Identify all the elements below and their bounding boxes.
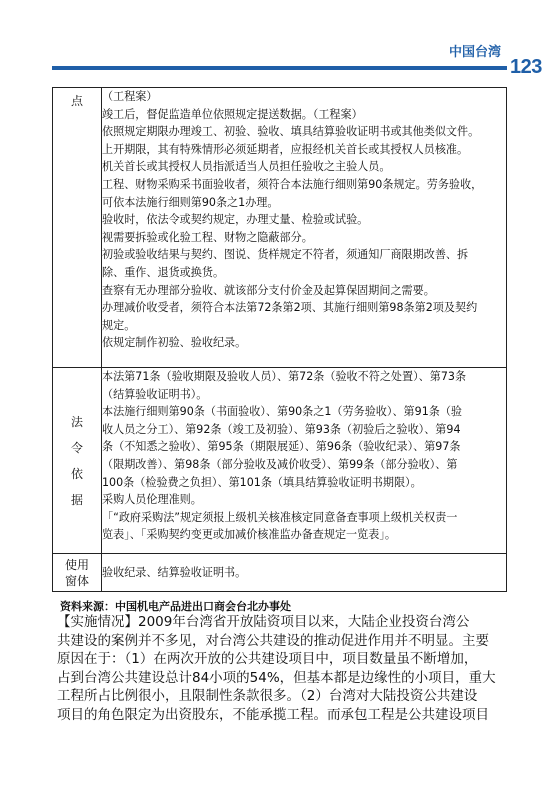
paragraph-line: 工程所占比例很小，且限制性条款很多。（2）台湾对大陆投资公共建设: [57, 688, 478, 705]
text-line: 机关首长或其授权人员指派适当人员担任验收之主验人员。: [102, 160, 391, 174]
text-line: 「“政府采购法”规定须报上级机关核准核定同意备查事项上级机关权责一: [102, 510, 458, 524]
row-label-forms: [53, 554, 102, 592]
source-note: 资料来源：中国机电产品进出口商会台北办事处: [60, 600, 291, 613]
row-label-char: 依: [70, 466, 83, 481]
text-line: 采购人员伦理准则。: [102, 493, 202, 507]
paragraph-line: 项目的角色限定为出资股东，不能承揽工程。而承包工程是公共建设项目: [57, 706, 489, 723]
paragraph-line: 原因在于：（1）在两次开放的公共建设项目中，项目数量虽不断增加，: [57, 651, 478, 668]
text-line: 本法施行细则第90条（书面验收）、第90条之1（劳务验收）、第91条（验: [102, 405, 463, 419]
text-line: 依规定制作初验、验收纪录。: [102, 336, 247, 350]
text-line: 条（不知悉之验收）、第95条（期限展延）、第96条（验收纪录）、第97条: [102, 440, 461, 454]
row-label-text: 点: [70, 94, 83, 108]
text-line: 规定。: [102, 318, 136, 332]
text-line: 100条（检验费之负担）、第101条（填具结算验收证明书期限）。: [102, 475, 422, 489]
text-line: 上开期限，其有特殊情形必须延期者，应报经机关首长或其授权人员核准。: [102, 142, 469, 156]
procedure-table: [52, 87, 507, 592]
row-label-points: [53, 88, 102, 368]
table-row: [53, 88, 507, 368]
row-content: [102, 368, 507, 554]
text-line: 本法第71条（验收期限及验收人员）、第72条（验收不符之处置）、第73条: [102, 370, 467, 383]
row-label-char: 据: [70, 492, 83, 507]
paragraph-line: 共建设的案例并不多见，对台湾公共建设的推动促进作用并不明显。主要: [57, 632, 489, 649]
text-line: （结算验收证明书）。: [102, 387, 208, 401]
text-line: 除、重作、退货或换货。: [102, 265, 225, 279]
text-line: （工程案）: [102, 90, 158, 103]
table-row: [53, 368, 507, 554]
text-line: 办理减价收受者，须符合本法第72条第2项、其施行细则第98条第2项及契约: [102, 301, 478, 315]
text-line: 依照规定期限办理竣工、初验、验收、填具结算验收证明书或其他类似文件。: [102, 125, 480, 139]
text-line: 验收时，依法令或契约规定，办理丈量、检验或试验。: [102, 213, 369, 227]
paragraph-line: 占到台湾公共建设总计84小项的54%，但基本都是边缘性的小项目，重大: [57, 669, 496, 686]
text-line: 竣工后，督促监造单位依照规定提送数据。（工程案）: [102, 107, 363, 121]
text-line: 验收纪录、结算验收证明书。: [102, 565, 247, 579]
text-line: 初验或验收结果与契约、图说、货样规定不符者，须通知厂商限期改善、拆: [102, 248, 469, 262]
text-line: 工程、财物采购采书面验收者，须符合本法施行细则第90条规定。劳务验收，: [102, 177, 483, 191]
body-paragraph: [57, 613, 507, 725]
row-label-char: 法: [70, 414, 83, 429]
table-row: [53, 554, 507, 592]
header-rule: [52, 66, 507, 70]
paragraph-line: 【实施情况】2009年台湾省开放陆资项目以来，大陆企业投资台湾公: [57, 614, 470, 630]
row-label-line: 使用: [64, 557, 89, 572]
row-content: [102, 88, 507, 368]
text-line: 可依本法施行细则第90条之1办理。: [102, 195, 279, 209]
row-label-char: 令: [70, 440, 83, 455]
page-number: 123: [510, 56, 542, 78]
text-line: （限期改善）、第98条（部分验收及减价收受）、第99条（部分验收）、第: [102, 457, 458, 471]
region-label: 中国台湾: [449, 45, 502, 60]
row-label-line: 窗体: [64, 573, 89, 588]
text-line: 查察有无办理部分验收、就该部分支付价金及起算保固期间之需要。: [102, 283, 435, 297]
row-label-legal-basis: [53, 368, 102, 554]
text-line: 收人员之分工）、第92条（竣工及初验）、第93条（初验后之验收）、第94: [102, 422, 461, 436]
text-line: 览表」、「采购契约变更或加减价核准监办备查规定一览表」。: [102, 528, 396, 542]
row-content: [102, 554, 507, 592]
text-line: 视需要拆验或化验工程、财物之隐蔽部分。: [102, 230, 313, 244]
